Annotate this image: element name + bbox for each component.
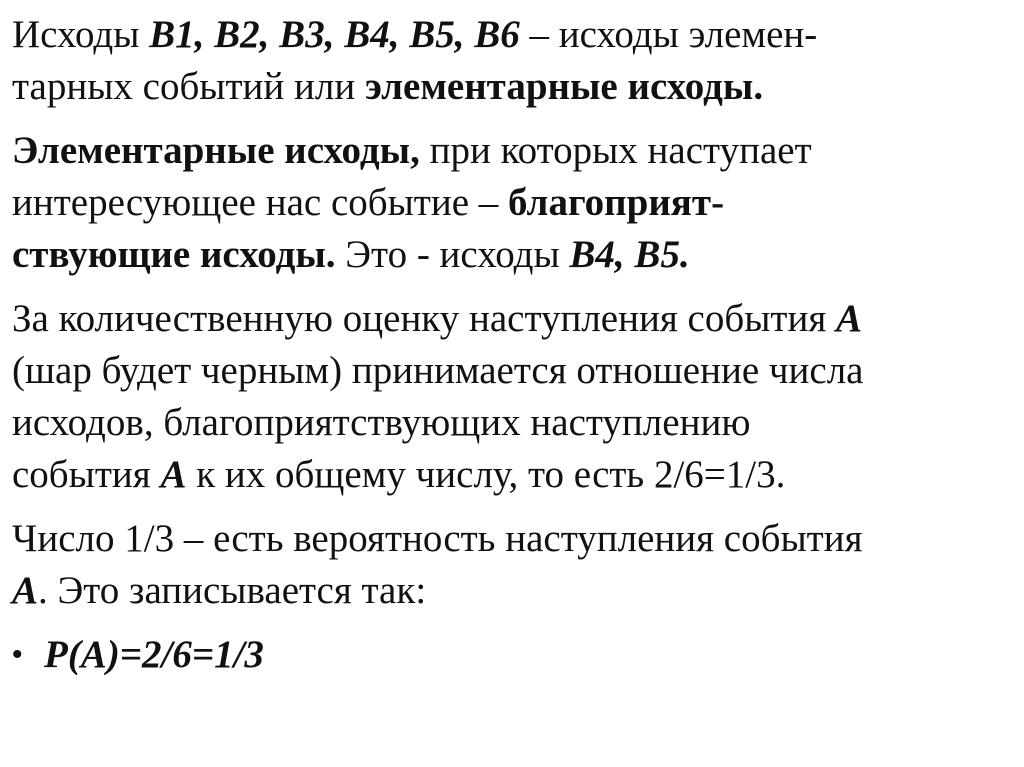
text-line — [12, 177, 1018, 229]
text-line — [12, 449, 1018, 501]
text-run: За количественную оценку наступления события — [12, 297, 837, 340]
paragraph-quantitative-estimate — [12, 293, 1018, 501]
event-symbol: A — [836, 297, 863, 340]
text-run: Это - исходы — [335, 233, 570, 276]
bullet-formula — [12, 629, 1018, 681]
paragraph-favorable-outcomes — [12, 125, 1018, 281]
text-run: интересующее нас событие – — [12, 181, 509, 224]
text-line — [12, 125, 1018, 177]
text-run: к их общему числу, то есть 2/6=1/3. — [186, 453, 786, 496]
text-run: – исходы элемен- — [519, 13, 818, 56]
term-elementary-outcomes: Элементарные исходы, — [12, 129, 420, 172]
text-line: (шар будет черным) принимается отношение числа — [12, 349, 864, 392]
term-favorable-part2: ствующие исходы. — [12, 233, 336, 276]
event-symbol: A — [160, 453, 187, 496]
text-run: тарных событий или — [12, 65, 365, 108]
text-run: события — [12, 453, 161, 496]
term-favorable-part1: благоприят- — [508, 181, 725, 224]
text-line — [12, 293, 1018, 345]
text-run: Исходы — [12, 13, 150, 56]
text-line — [12, 565, 1018, 617]
text-run: при которых наступает — [419, 129, 812, 172]
favorable-list: B4, B5. — [569, 233, 690, 276]
text-line: Число 1/3 – есть вероятность наступления события — [12, 517, 863, 560]
paragraph-elementary-outcomes — [12, 9, 1018, 113]
text-run: . Это записывается так: — [38, 569, 427, 612]
term-elementary-outcomes: элементарные исходы. — [365, 65, 764, 108]
probability-formula: P(A)=2/6=1/3 — [44, 633, 264, 676]
text-line — [12, 61, 1018, 113]
paragraph-probability — [12, 513, 1018, 617]
text-line — [12, 229, 1018, 281]
text-line — [12, 9, 1018, 61]
bullet-marker: • — [12, 638, 23, 671]
text-line: исходов, благоприятствующих наступлению — [12, 401, 751, 444]
outcomes-list: B1, B2, B3, B4, B5, B6 — [149, 13, 520, 56]
event-symbol: A — [12, 569, 39, 612]
